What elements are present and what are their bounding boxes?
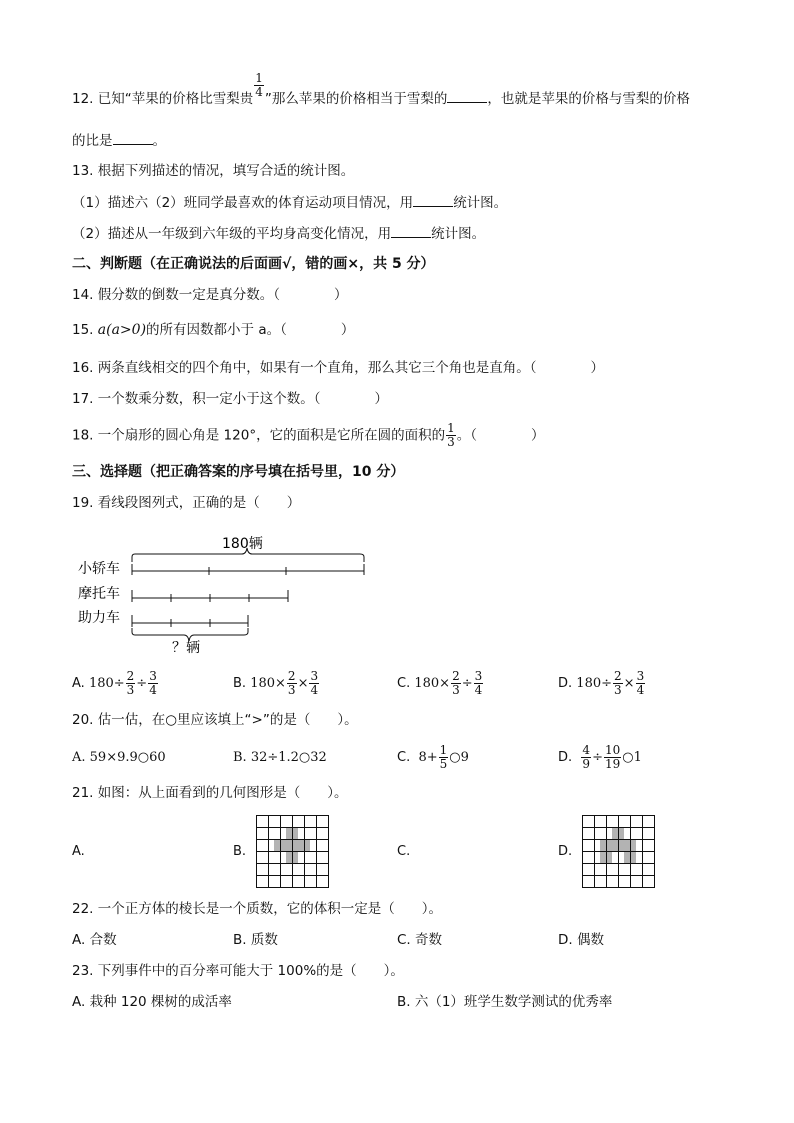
q23-option-b[interactable]: B. 六（1）班学生数学测试的优秀率 <box>397 994 613 1010</box>
row-label-moped: 助力车 <box>78 610 120 626</box>
q12-fraction: $\frac{1}{4}$ <box>255 71 263 99</box>
question-12-line-1 <box>72 71 690 128</box>
question-12-line-2 <box>72 130 166 151</box>
q19-option-b[interactable]: B. 180× $\frac{2}{3}$ × $\frac{3}{4}$ <box>233 669 319 697</box>
q22-option-c[interactable]: C. 奇数 <box>397 932 443 948</box>
question-13-title: 13. 根据下列描述的情况，填写合适的统计图。 <box>72 163 355 179</box>
q12-text-c: ，也就是苹果的价格与雪梨的价格 <box>487 91 690 107</box>
q12-text-d: 的比是 <box>72 133 113 149</box>
row-label-car: 小轿车 <box>78 561 120 577</box>
q13-s1-end: 统计图。 <box>453 195 508 211</box>
section-3-heading: 三、选择题（把正确答案的序号填在括号里，10 分） <box>72 464 405 480</box>
q23-option-a[interactable]: A. 栽种 120 棵树的成活率 <box>72 994 232 1010</box>
q20-option-a[interactable]: A. 59×9.9○60 <box>72 750 166 765</box>
question-21: 21. 如图：从上面看到的几何图形是（ ）。 <box>72 785 348 801</box>
question-14: 14. 假分数的倒数一定是真分数。（ ） <box>72 287 348 303</box>
question-15 <box>72 320 354 340</box>
question-13-sub-2 <box>72 223 485 244</box>
bottom-label: ？辆 <box>172 640 200 656</box>
question-22: 22. 一个正方体的棱长是一个质数，它的体积一定是（ ）。 <box>72 901 443 917</box>
q18-text-b: 。（ ） <box>456 427 545 444</box>
q19-option-c[interactable]: C. 180× $\frac{2}{3}$ ÷ $\frac{3}{4}$ <box>397 669 483 697</box>
q13-blank-1[interactable] <box>413 192 453 207</box>
q21-option-d[interactable]: D. <box>558 844 573 859</box>
q22-option-a[interactable]: A. 合数 <box>72 932 117 948</box>
question-16: 16. 两条直线相交的四个角中，如果有一个直角，那么其它三个角也是直角。（ ） <box>72 360 605 376</box>
q12-text-a: 12. 已知“苹果的价格比雪梨贵 <box>72 91 254 107</box>
question-18 <box>72 422 544 448</box>
q12-blank-2[interactable] <box>113 130 153 145</box>
q20-option-b[interactable]: B. 32÷1.2○32 <box>233 750 327 765</box>
q12-text-e: 。 <box>152 133 166 149</box>
question-20: 20. 估一估，在○里应该填上“>”的是（ ）。 <box>72 712 358 728</box>
grid-figure-d[interactable] <box>582 815 656 889</box>
section-2-heading: 二、判断题（在正确说法的后面画√，错的画×，共 5 分） <box>72 256 435 272</box>
q21-option-a[interactable]: A. <box>72 844 85 859</box>
q20-option-c[interactable]: C. 8+ $\frac{1}{5}$ ○9 <box>397 743 469 771</box>
grid-figure-b[interactable] <box>256 815 330 889</box>
q15-text: 的所有因数都小于 a。（ ） <box>146 322 355 338</box>
q22-option-b[interactable]: B. 质数 <box>233 932 278 948</box>
top-label: 180辆 <box>222 536 263 552</box>
q12-blank-1[interactable] <box>447 88 487 103</box>
q13-s2-text: （2）描述从一年级到六年级的平均身高变化情况，用 <box>72 226 392 242</box>
q13-s1-text: （1）描述六（2）班同学最喜欢的体育运动项目情况，用 <box>72 195 414 211</box>
q13-s2-end: 统计图。 <box>431 226 486 242</box>
q21-option-c[interactable]: C. <box>397 844 411 859</box>
q18-text-a: 18. 一个扇形的圆心角是 120°，它的面积是它所在圆的面积的 <box>72 427 446 444</box>
question-23: 23. 下列事件中的百分率可能大于 100%的是（ ）。 <box>72 963 404 979</box>
q22-option-d[interactable]: D. 偶数 <box>558 932 604 948</box>
q19-option-d[interactable]: D. 180÷ $\frac{2}{3}$ × $\frac{3}{4}$ <box>558 669 645 697</box>
question-17: 17. 一个数乘分数，积一定小于这个数。（ ） <box>72 391 389 407</box>
row-label-motorcycle: 摩托车 <box>78 586 120 602</box>
q21-option-b[interactable]: B. <box>233 844 247 859</box>
q15-math: a(a>0) <box>97 322 147 338</box>
question-19: 19. 看线段图列式，正确的是（ ） <box>72 495 301 511</box>
q19-option-a[interactable]: A. 180÷ $\frac{2}{3}$ ÷ $\frac{3}{4}$ <box>72 669 157 697</box>
segment-diagram <box>72 528 382 658</box>
q15-number: 15. <box>72 322 94 338</box>
question-13-sub-1 <box>72 192 507 213</box>
q13-blank-2[interactable] <box>391 223 431 238</box>
q18-fraction: $\frac{1}{3}$ <box>447 421 455 449</box>
q12-text-b: ”那么苹果的价格相当于雪梨的 <box>264 91 448 107</box>
q20-option-d[interactable]: D. $\frac{4}{9}$ ÷ $\frac{10}{19}$ ○1 <box>558 743 642 771</box>
